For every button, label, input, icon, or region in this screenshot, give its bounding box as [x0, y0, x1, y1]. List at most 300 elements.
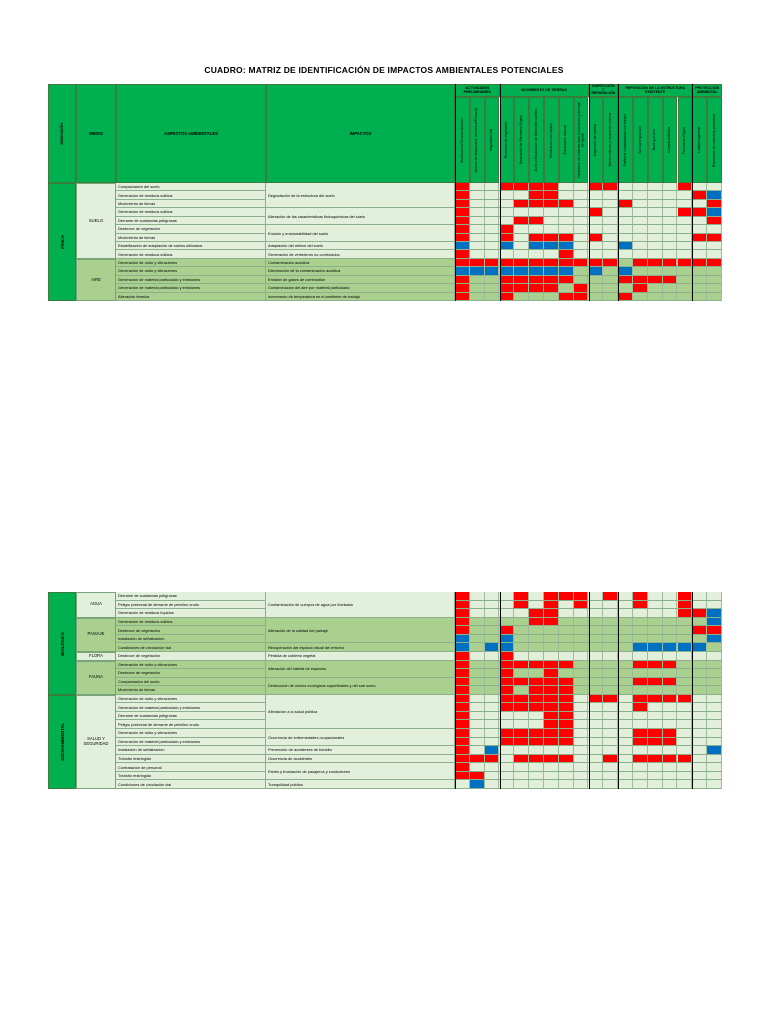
negative-impact-cell	[485, 755, 500, 763]
positive-impact-cell	[633, 643, 648, 651]
activity-group-header: REPOSICIÓN DE LA ESTRUCTURA EXISTENTE	[618, 84, 692, 97]
positive-impact-cell	[648, 643, 663, 651]
activity-header	[648, 97, 663, 183]
empty-cell	[603, 242, 618, 249]
activity-header	[470, 97, 485, 183]
empty-cell	[574, 267, 589, 274]
empty-cell	[678, 746, 693, 754]
empty-cell	[589, 678, 604, 686]
negative-impact-cell	[500, 225, 515, 232]
empty-cell	[678, 712, 693, 720]
impact-cell: Afectación a la salud pública	[266, 695, 455, 729]
empty-cell	[559, 217, 574, 224]
empty-cell	[470, 217, 485, 224]
empty-cell	[633, 780, 648, 788]
empty-cell	[514, 643, 529, 651]
negative-impact-cell	[559, 755, 574, 763]
empty-cell	[574, 626, 589, 634]
dimension-header-label: DIMENSIÓN	[60, 122, 64, 145]
negative-impact-cell	[455, 746, 470, 754]
negative-impact-cell	[529, 191, 544, 198]
empty-cell	[514, 746, 529, 754]
negative-impact-cell	[618, 276, 633, 283]
empty-cell	[707, 695, 722, 703]
matrix-row	[116, 242, 722, 250]
negative-impact-cell	[544, 618, 559, 626]
negative-impact-cell	[455, 738, 470, 746]
negative-impact-cell	[544, 729, 559, 737]
negative-impact-cell	[544, 276, 559, 283]
negative-impact-cell	[455, 755, 470, 763]
negative-impact-cell	[544, 601, 559, 609]
negative-impact-cell	[559, 200, 574, 207]
impact-cell: Alteración del hábitat de especies	[266, 661, 455, 678]
negative-impact-cell	[648, 661, 663, 669]
activity-header	[559, 97, 574, 183]
aspect-cell: Generación de residuos sólidos	[116, 618, 266, 626]
negative-impact-cell	[544, 661, 559, 669]
negative-impact-cell	[692, 208, 707, 215]
negative-impact-cell	[500, 234, 515, 241]
empty-cell	[678, 242, 693, 249]
aspect-cell: Desbroce de vegetación	[116, 669, 266, 677]
empty-cell	[470, 250, 485, 257]
positive-impact-cell	[544, 242, 559, 249]
empty-cell	[470, 225, 485, 232]
empty-cell	[514, 293, 529, 300]
empty-cell	[618, 618, 633, 626]
activity-header	[485, 97, 500, 183]
empty-cell	[574, 712, 589, 720]
activity-header-label: Movilización/ Desmovilización	[459, 117, 464, 163]
negative-impact-cell	[633, 695, 648, 703]
empty-cell	[707, 652, 722, 660]
activity-header-label: Eliminación con equipo	[548, 122, 553, 158]
empty-cell	[707, 712, 722, 720]
activity-header-label: Demolición de Pavimento Rígido	[518, 115, 523, 165]
empty-cell	[514, 780, 529, 788]
empty-cell	[500, 609, 515, 617]
empty-cell	[589, 746, 604, 754]
empty-cell	[514, 712, 529, 720]
empty-cell	[574, 703, 589, 711]
positive-impact-cell	[559, 242, 574, 249]
impact-cell: Erosión y erosionabilidad del suelo	[266, 225, 455, 242]
empty-cell	[485, 284, 500, 291]
aspect-cell: Generación de material particulado y emisiones	[116, 276, 266, 283]
empty-cell	[707, 703, 722, 711]
empty-cell	[648, 746, 663, 754]
empty-cell	[589, 242, 604, 249]
negative-impact-cell	[603, 183, 618, 190]
empty-cell	[470, 695, 485, 703]
empty-cell	[470, 703, 485, 711]
negative-impact-cell	[603, 259, 618, 266]
empty-cell	[707, 669, 722, 677]
empty-cell	[663, 618, 678, 626]
empty-cell	[574, 669, 589, 677]
empty-cell	[618, 609, 633, 617]
empty-cell	[678, 703, 693, 711]
negative-impact-cell	[648, 695, 663, 703]
group-divider	[500, 84, 501, 301]
empty-cell	[485, 200, 500, 207]
empty-cell	[455, 780, 470, 788]
positive-impact-cell	[678, 643, 693, 651]
negative-impact-cell	[514, 695, 529, 703]
negative-impact-cell	[663, 678, 678, 686]
empty-cell	[559, 746, 574, 754]
empty-cell	[663, 225, 678, 232]
empty-cell	[559, 191, 574, 198]
impact-cell: Incremento de temperatura en el ambiente de trabajo	[266, 293, 455, 300]
empty-cell	[692, 686, 707, 694]
empty-cell	[500, 780, 515, 788]
activity-header-label: Acceso de Maquinaria, Vehículos/Personal	[474, 107, 479, 173]
empty-cell	[707, 250, 722, 257]
empty-cell	[663, 772, 678, 780]
activity-header-label: Rellenos compactados con equipo	[622, 114, 627, 166]
empty-cell	[470, 242, 485, 249]
empty-cell	[514, 669, 529, 677]
empty-cell	[692, 225, 707, 232]
empty-cell	[574, 772, 589, 780]
negative-impact-cell	[544, 712, 559, 720]
dimension-label: FÍSICA	[59, 235, 65, 249]
empty-cell	[618, 643, 633, 651]
impact-cell: Pérdida de cubierta vegetal	[266, 652, 455, 661]
empty-cell	[485, 669, 500, 677]
empty-cell	[529, 208, 544, 215]
negative-impact-cell	[500, 678, 515, 686]
group-divider	[589, 592, 590, 789]
empty-cell	[559, 780, 574, 788]
empty-cell	[678, 284, 693, 291]
group-divider	[618, 84, 619, 301]
empty-cell	[589, 652, 604, 660]
empty-cell	[648, 703, 663, 711]
negative-impact-cell	[455, 712, 470, 720]
empty-cell	[544, 208, 559, 215]
empty-cell	[648, 669, 663, 677]
empty-cell	[692, 635, 707, 643]
empty-cell	[589, 601, 604, 609]
empty-cell	[678, 626, 693, 634]
empty-cell	[648, 772, 663, 780]
negative-impact-cell	[559, 293, 574, 300]
empty-cell	[707, 755, 722, 763]
empty-cell	[500, 191, 515, 198]
negative-impact-cell	[500, 626, 515, 634]
activity-header	[500, 97, 515, 183]
empty-cell	[663, 234, 678, 241]
empty-cell	[663, 191, 678, 198]
negative-impact-cell	[559, 661, 574, 669]
empty-cell	[514, 225, 529, 232]
empty-cell	[648, 720, 663, 728]
negative-impact-cell	[455, 703, 470, 711]
empty-cell	[544, 763, 559, 771]
empty-cell	[559, 618, 574, 626]
empty-cell	[589, 703, 604, 711]
negative-impact-cell	[529, 276, 544, 283]
negative-impact-cell	[678, 755, 693, 763]
matrix-row	[116, 259, 722, 267]
empty-cell	[692, 712, 707, 720]
negative-impact-cell	[470, 772, 485, 780]
empty-cell	[618, 703, 633, 711]
empty-cell	[514, 618, 529, 626]
empty-cell	[589, 729, 604, 737]
impact-cell: Prevención de accidentes de tránsito	[266, 746, 455, 755]
negative-impact-cell	[663, 276, 678, 283]
empty-cell	[529, 250, 544, 257]
negative-impact-cell	[603, 695, 618, 703]
negative-impact-cell	[455, 183, 470, 190]
positive-impact-cell	[500, 267, 515, 274]
empty-cell	[470, 635, 485, 643]
empty-cell	[692, 276, 707, 283]
empty-cell	[544, 225, 559, 232]
empty-cell	[529, 746, 544, 754]
empty-cell	[544, 635, 559, 643]
empty-cell	[574, 208, 589, 215]
empty-cell	[618, 259, 633, 266]
empty-cell	[603, 208, 618, 215]
negative-impact-cell	[663, 695, 678, 703]
matrix-row	[116, 293, 722, 301]
empty-cell	[574, 652, 589, 660]
negative-impact-cell	[544, 284, 559, 291]
empty-cell	[514, 242, 529, 249]
negative-impact-cell	[455, 652, 470, 660]
negative-impact-cell	[707, 626, 722, 634]
aspect-cell: Compactación del suelo	[116, 183, 266, 190]
empty-cell	[485, 217, 500, 224]
negative-impact-cell	[633, 284, 648, 291]
empty-cell	[603, 217, 618, 224]
empty-cell	[663, 609, 678, 617]
positive-impact-cell	[485, 643, 500, 651]
empty-cell	[485, 618, 500, 626]
negative-impact-cell	[559, 686, 574, 694]
empty-cell	[633, 652, 648, 660]
empty-cell	[470, 678, 485, 686]
empty-cell	[559, 601, 574, 609]
empty-cell	[618, 601, 633, 609]
empty-cell	[589, 643, 604, 651]
empty-cell	[529, 601, 544, 609]
activity-group-header: ACTIVIDADES PRELIMINARES	[455, 84, 500, 97]
negative-impact-cell	[559, 234, 574, 241]
aspect-cell: Generación de residuos líquidos	[116, 609, 266, 617]
aspect-cell: Tránsito restringido	[116, 755, 266, 763]
negative-impact-cell	[633, 738, 648, 746]
empty-cell	[603, 772, 618, 780]
impact-cell: Recuperación del espacio visual del entorno	[266, 643, 455, 652]
empty-cell	[692, 217, 707, 224]
empty-cell	[663, 242, 678, 249]
empty-cell	[603, 763, 618, 771]
negative-impact-cell	[663, 755, 678, 763]
negative-impact-cell	[500, 729, 515, 737]
empty-cell	[692, 601, 707, 609]
empty-cell	[574, 780, 589, 788]
empty-cell	[544, 293, 559, 300]
empty-cell	[633, 618, 648, 626]
empty-cell	[514, 763, 529, 771]
empty-cell	[678, 686, 693, 694]
negative-impact-cell	[529, 738, 544, 746]
empty-cell	[663, 200, 678, 207]
empty-cell	[514, 191, 529, 198]
positive-impact-cell	[514, 267, 529, 274]
empty-cell	[514, 772, 529, 780]
positive-impact-cell	[529, 267, 544, 274]
empty-cell	[500, 618, 515, 626]
empty-cell	[485, 276, 500, 283]
empty-cell	[574, 618, 589, 626]
empty-cell	[470, 191, 485, 198]
empty-cell	[574, 276, 589, 283]
aspect-cell: Movimiento de tierras	[116, 200, 266, 207]
negative-impact-cell	[633, 678, 648, 686]
aspect-cell: Generación de material particulado y emisiones	[116, 703, 266, 711]
activity-header	[692, 97, 707, 183]
empty-cell	[485, 183, 500, 190]
negative-impact-cell	[455, 276, 470, 283]
aspect-cell: Generación de ruido y vibraciones	[116, 729, 266, 737]
negative-impact-cell	[529, 686, 544, 694]
empty-cell	[678, 267, 693, 274]
negative-impact-cell	[455, 200, 470, 207]
empty-cell	[470, 720, 485, 728]
activity-header	[514, 97, 529, 183]
negative-impact-cell	[500, 284, 515, 291]
empty-cell	[559, 763, 574, 771]
group-divider	[500, 592, 501, 789]
aspect-cell: Generación de material particulado y emisiones	[116, 738, 266, 746]
empty-cell	[603, 234, 618, 241]
negative-impact-cell	[678, 208, 693, 215]
empty-cell	[648, 618, 663, 626]
empty-cell	[648, 763, 663, 771]
empty-cell	[559, 652, 574, 660]
empty-cell	[589, 738, 604, 746]
empty-cell	[663, 669, 678, 677]
empty-cell	[485, 695, 500, 703]
empty-cell	[574, 225, 589, 232]
negative-impact-cell	[648, 678, 663, 686]
empty-cell	[589, 191, 604, 198]
impact-cell: Degradación de la estructura del suelo	[266, 183, 455, 208]
negative-impact-cell	[514, 703, 529, 711]
negative-impact-cell	[500, 183, 515, 190]
negative-impact-cell	[470, 755, 485, 763]
empty-cell	[678, 738, 693, 746]
empty-cell	[692, 720, 707, 728]
empty-cell	[485, 609, 500, 617]
empty-cell	[648, 592, 663, 600]
positive-impact-cell	[707, 635, 722, 643]
empty-cell	[692, 652, 707, 660]
negative-impact-cell	[589, 208, 604, 215]
empty-cell	[633, 217, 648, 224]
empty-cell	[574, 686, 589, 694]
empty-cell	[618, 738, 633, 746]
empty-cell	[485, 652, 500, 660]
empty-cell	[529, 626, 544, 634]
empty-cell	[500, 720, 515, 728]
empty-cell	[574, 661, 589, 669]
aspect-cell: Desbroce de vegetación	[116, 626, 266, 634]
positive-impact-cell	[589, 267, 604, 274]
empty-cell	[589, 284, 604, 291]
dimension-cell	[48, 183, 76, 301]
group-divider	[692, 592, 693, 789]
empty-cell	[663, 712, 678, 720]
negative-impact-cell	[514, 217, 529, 224]
negative-impact-cell	[455, 695, 470, 703]
aspect-cell: Contratación de personal	[116, 763, 266, 771]
empty-cell	[692, 678, 707, 686]
empty-cell	[678, 772, 693, 780]
negative-impact-cell	[455, 763, 470, 771]
empty-cell	[618, 669, 633, 677]
negative-impact-cell	[544, 703, 559, 711]
empty-cell	[544, 626, 559, 634]
empty-cell	[485, 678, 500, 686]
empty-cell	[589, 720, 604, 728]
aspect-cell: Instalación de señalización	[116, 635, 266, 643]
empty-cell	[574, 242, 589, 249]
empty-cell	[663, 626, 678, 634]
negative-impact-cell	[678, 259, 693, 266]
empty-cell	[500, 763, 515, 771]
negative-impact-cell	[529, 234, 544, 241]
empty-cell	[500, 755, 515, 763]
negative-impact-cell	[529, 703, 544, 711]
negative-impact-cell	[692, 259, 707, 266]
activity-header-label: Limpieza general	[696, 127, 701, 153]
empty-cell	[529, 763, 544, 771]
empty-cell	[589, 772, 604, 780]
activity-header	[589, 97, 604, 183]
medio-cell: FAUNA	[76, 661, 116, 695]
empty-cell	[678, 635, 693, 643]
empty-cell	[470, 276, 485, 283]
negative-impact-cell	[618, 200, 633, 207]
empty-cell	[485, 191, 500, 198]
negative-impact-cell	[574, 601, 589, 609]
aspect-cell: Generación de ruido y vibraciones	[116, 661, 266, 669]
positive-impact-cell	[500, 635, 515, 643]
impact-cell: Alteración de las características fisicoquímicas del suelo	[266, 208, 455, 225]
empty-cell	[514, 609, 529, 617]
empty-cell	[618, 234, 633, 241]
empty-cell	[648, 780, 663, 788]
empty-cell	[692, 738, 707, 746]
negative-impact-cell	[529, 217, 544, 224]
aspect-cell: Instalación de señalización	[116, 746, 266, 754]
aspect-cell: Derrame de sustancias peligrosas	[116, 712, 266, 720]
negative-impact-cell	[500, 661, 515, 669]
empty-cell	[514, 635, 529, 643]
empty-cell	[470, 626, 485, 634]
impact-cell: Contaminación del aire por material particulado	[266, 284, 455, 291]
empty-cell	[678, 678, 693, 686]
empty-cell	[470, 200, 485, 207]
